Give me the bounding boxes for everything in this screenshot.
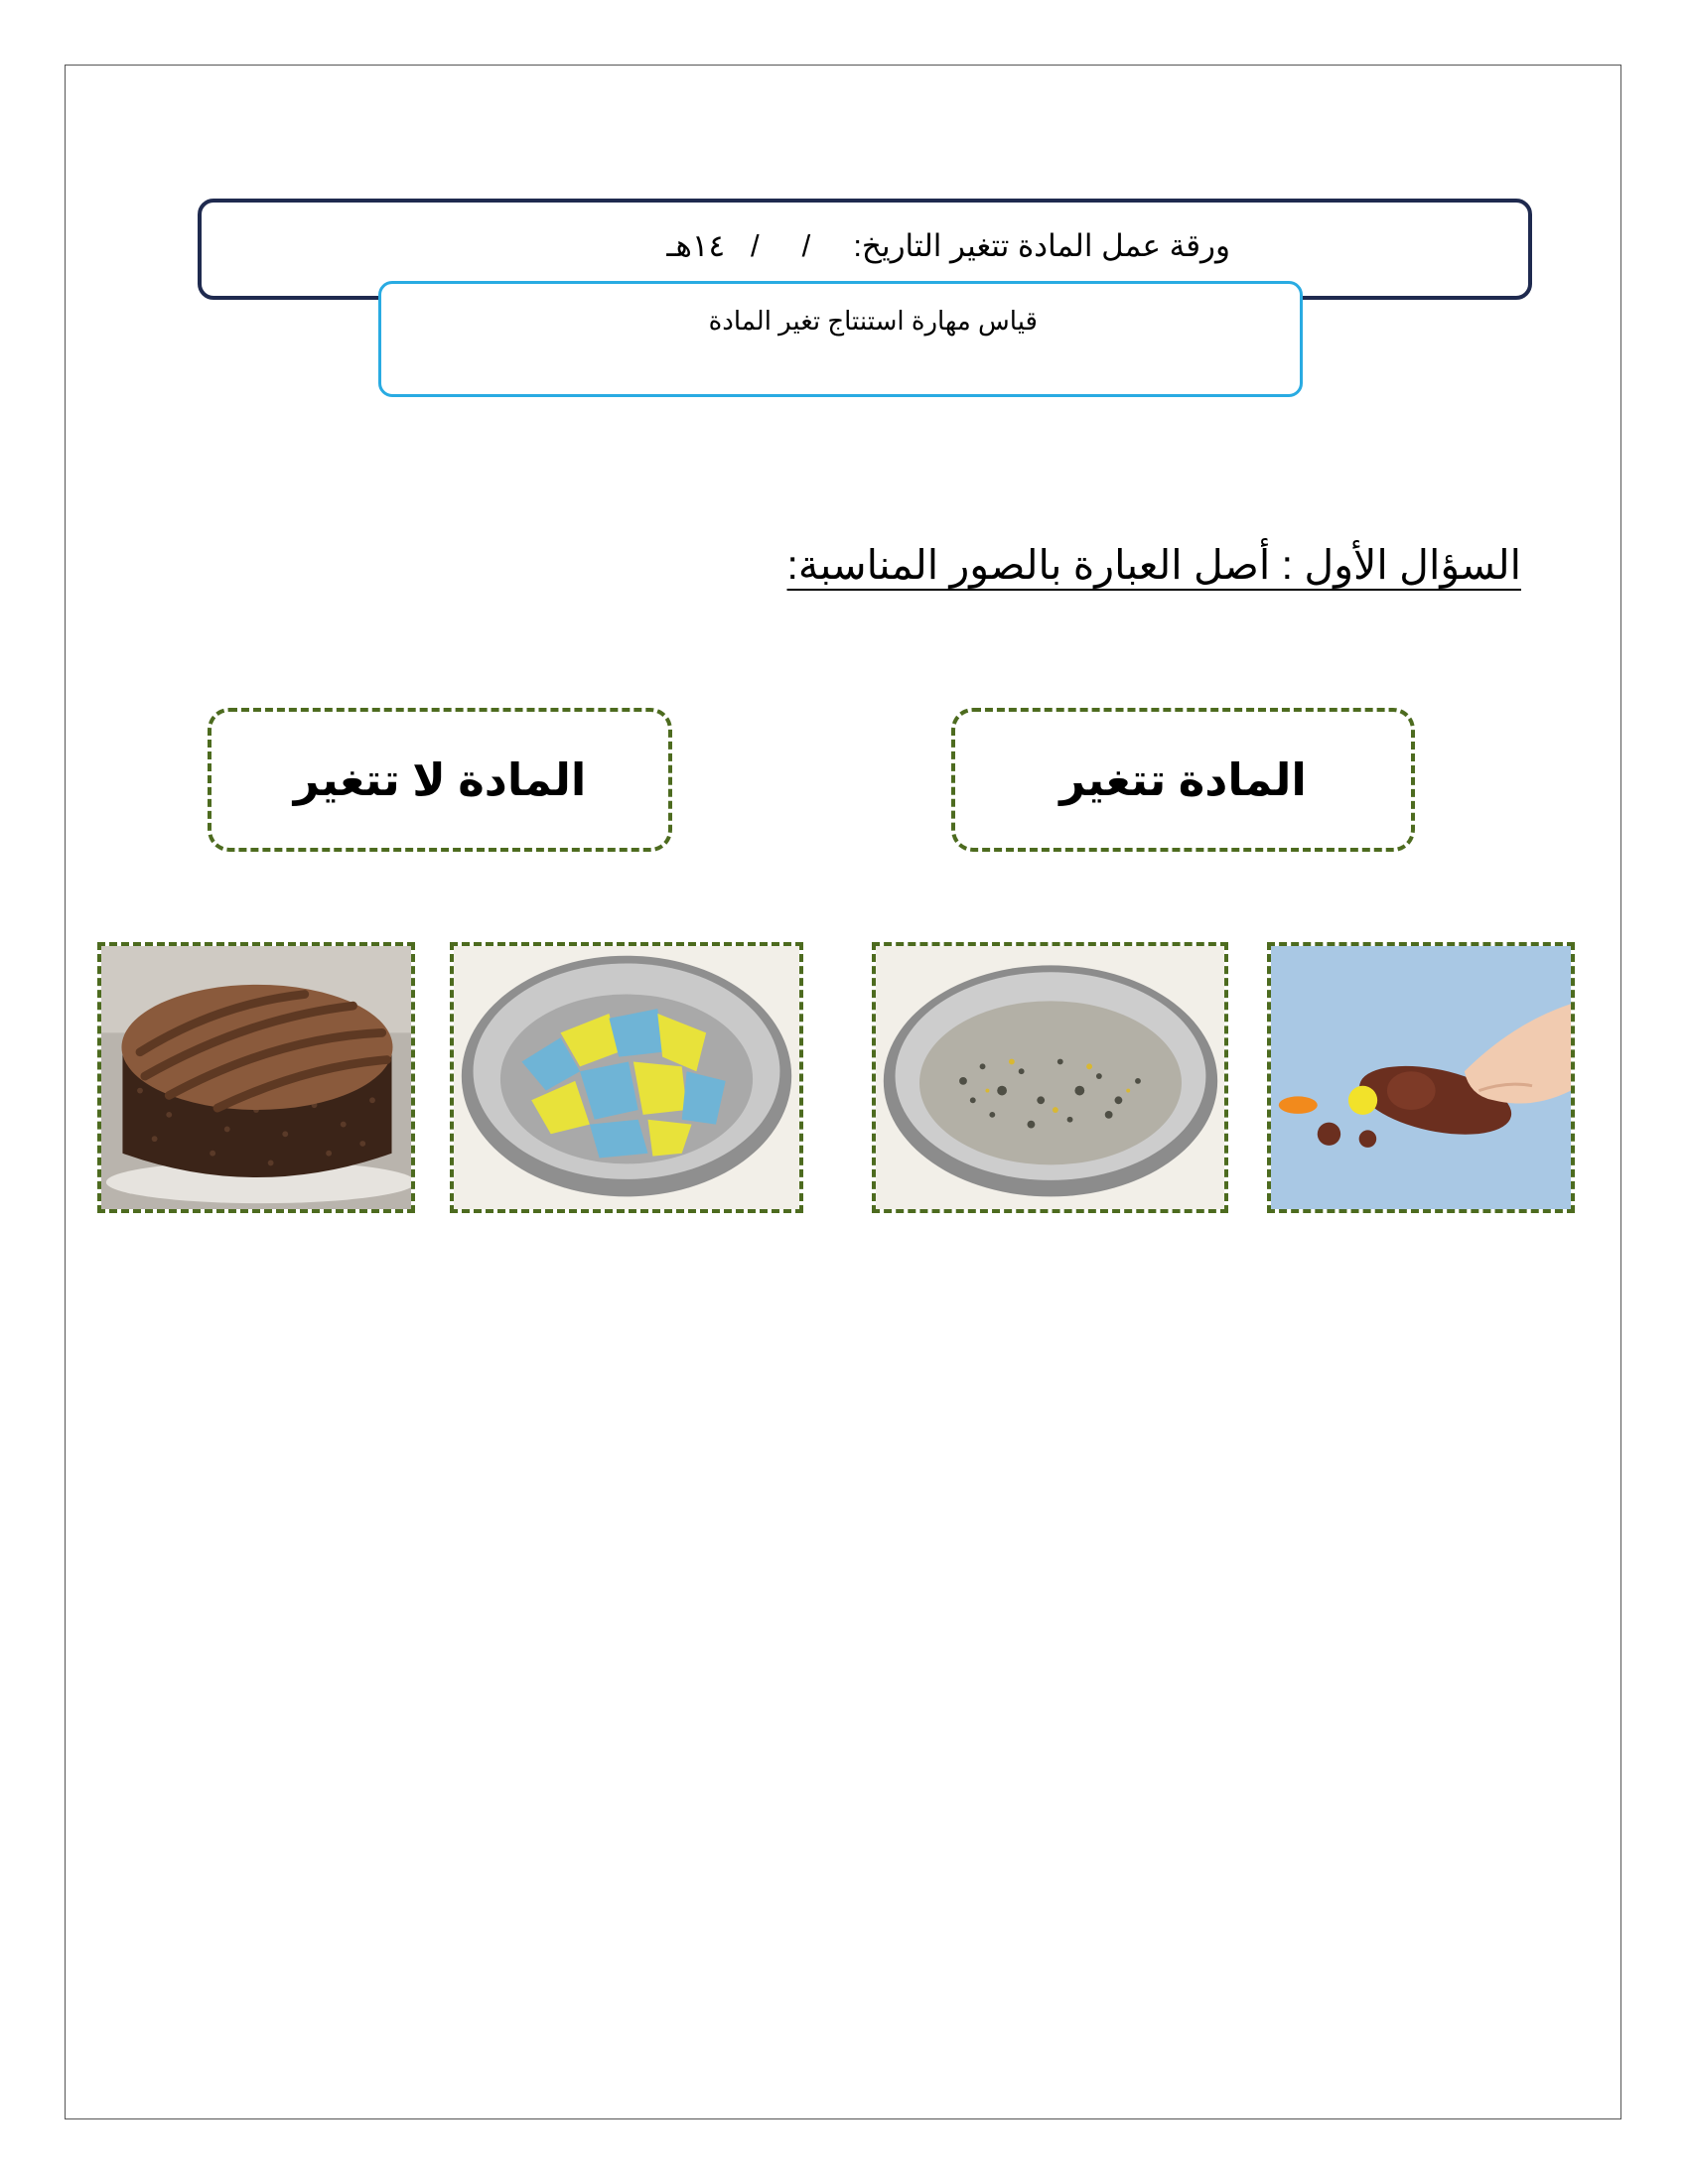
torn-paper-picture[interactable] bbox=[450, 942, 803, 1213]
subtitle-box bbox=[378, 281, 1303, 397]
category-box-changes[interactable] bbox=[951, 708, 1415, 852]
torn-paper-image bbox=[454, 946, 799, 1209]
cake-picture[interactable] bbox=[97, 942, 415, 1213]
category-label-no-change: المادة لا تتغير bbox=[293, 754, 587, 805]
cake-image bbox=[101, 946, 411, 1209]
worksheet-subtitle: قياس مهارة استنتاج تغير المادة bbox=[708, 306, 1038, 336]
ash-image bbox=[876, 946, 1224, 1209]
category-box-no-change[interactable] bbox=[208, 708, 672, 852]
question-heading: السؤال الأول : أصل العبارة بالصور المناسبة: bbox=[786, 542, 1521, 588]
ash-picture[interactable] bbox=[872, 942, 1228, 1213]
category-label-changes: المادة تتغير bbox=[1059, 754, 1307, 805]
worksheet-title: ورقة عمل المادة تتغير التاريخ: / / ١٤هـ bbox=[666, 228, 1230, 263]
clay-image bbox=[1271, 946, 1571, 1209]
clay-picture[interactable] bbox=[1267, 942, 1575, 1213]
